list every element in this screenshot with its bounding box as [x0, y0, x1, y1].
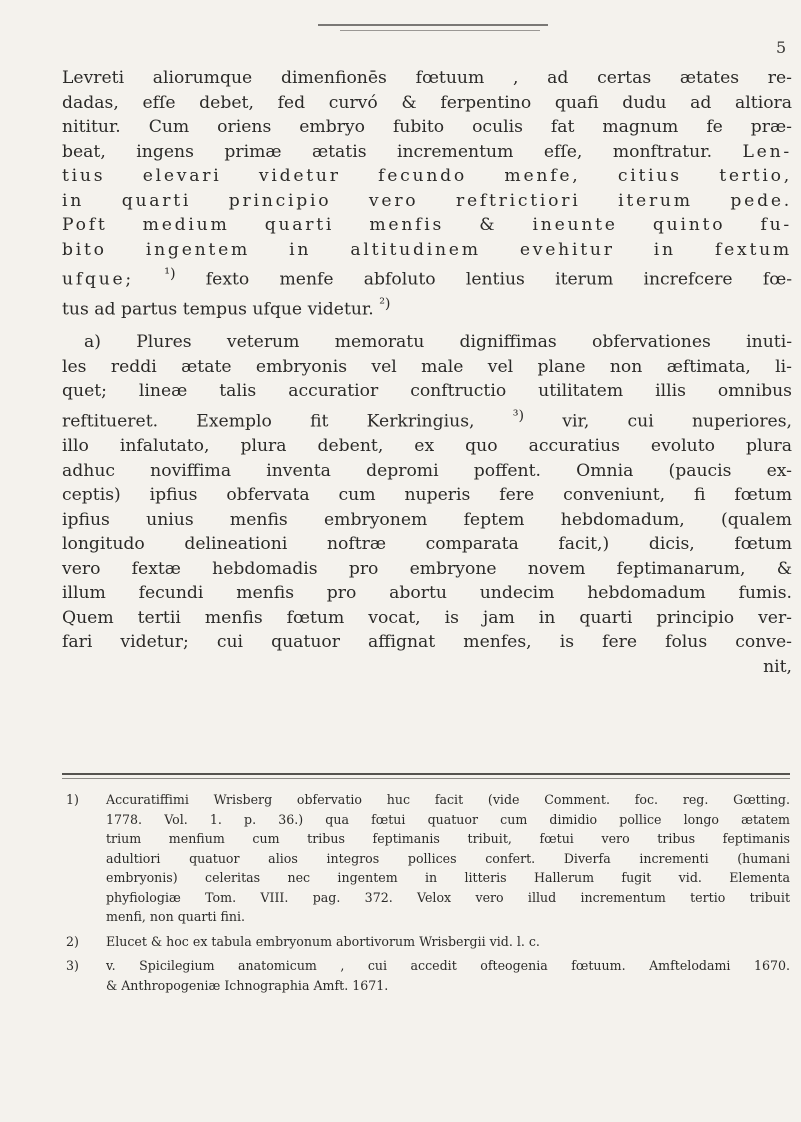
footnote-line: trium menfium cum tribus feptimanis tribuit, fœtui vero tribus feptimanis [106, 831, 790, 846]
footnote-line [66, 932, 790, 952]
text-line: illo infalutato, plura debent, ex quo accuratius evoluto plura [62, 436, 792, 457]
text-fragment: tus ad partus tempus ufque videtur. [62, 299, 374, 320]
footnote-separator [62, 773, 790, 775]
text-line: Quem tertii menfis fœtum vocat, is jam in quarti principio ver- [62, 607, 792, 628]
text-line: a) Plures veterum memoratu digniffimas obfervationes inuti- [84, 332, 792, 353]
text-line: dadas, efſe debet, fed curvó & ferpentino quafi dudu ad altiora [62, 92, 792, 113]
footnote-3 [66, 956, 790, 995]
text-line: fari videtur; cui quatuor affignat menfes, is fere folus conve- [62, 632, 792, 653]
main-text [62, 66, 792, 679]
footnote-marker: 2) [66, 933, 79, 949]
footnote-ref: ³) [512, 407, 525, 424]
footnote-text: v. Spicilegium anatomicum , cui accedit ofteogenia fœtuum. Amftelodami 1670. [106, 958, 790, 973]
footnote-marker: 1) [66, 792, 79, 807]
footnote-2 [66, 932, 790, 952]
spaced-word: Len- [742, 141, 792, 162]
header-rule-thin [340, 30, 540, 31]
text-line: adhuc noviffima inventa depromi poffent. Omnia (paucis ex- [62, 460, 792, 481]
footnote-separator-thin [62, 778, 790, 779]
text-line: Poft medium quarti menfis & ineunte quinto fu- [62, 215, 792, 235]
page-number: 5 [776, 38, 787, 57]
text-line: tius elevari videtur fecundo menfe, citius tertio, [62, 166, 792, 186]
footnote-ref: ¹) [164, 266, 176, 282]
text-fragment: vir, cui nuperiores, [562, 411, 792, 432]
text-line: ipfius unius menfis embryonem feptem hebdomadum, (qualem [62, 509, 792, 530]
text-line: illum fecundi menfis pro abortu undecim hebdomadum fumis. [62, 583, 792, 604]
text-line: longitudo delineationi noftræ comparata facit,) dicis, fœtum [62, 534, 792, 555]
text-fragment: beat, ingens primæ ætatis incrementum efſe, monftratur. [62, 141, 713, 162]
text-line [62, 262, 792, 292]
text-line [62, 404, 792, 434]
footnote-line: menfi, non quarti fini. [106, 909, 246, 924]
text-fragment: reftitueret. Exemplo fit Kerkringius, [62, 411, 475, 432]
footnote-line [66, 956, 790, 976]
footnote-line: adultiori quatuor alios integros pollices confert. Diverfa incrementi (humani [106, 850, 790, 866]
footnote-1 [66, 790, 790, 927]
footnote-line: embryonis) celeritas nec ingentem in litteris Hallerum fugit vid. Elementa [106, 870, 790, 885]
footnote-line: & Anthropogeniæ Ichnographia Amft. 1671. [106, 977, 389, 993]
footnote-line: 1778. Vol. 1. p. 36.) qua fœtui quatuor cum dimidio pollice longo ætatem [106, 811, 790, 827]
text-fragment: ufque; [62, 269, 134, 290]
footnote-ref: ²) [379, 296, 391, 313]
footnotes [66, 790, 790, 995]
catchword: nit, [763, 656, 792, 677]
text-line: les reddi ætate embryonis vel male vel plane non æftimata, li- [62, 356, 792, 377]
text-line: quet; lineæ talis accuratior conftructio utilitatem illis omnibus [62, 381, 792, 402]
footnote-line: phyfiologiæ Tom. VIII. pag. 372. Velox vero illud incrementum tertio tribuit [106, 889, 790, 905]
text-line: in quarti principio vero reftrictiori iterum pede. [62, 190, 792, 211]
footnote-text: Elucet & hoc ex tabula embryonum abortivorum Wrisbergii vid. l. c. [106, 933, 540, 949]
header-rule [318, 24, 548, 26]
footnote-line [66, 790, 790, 810]
footnote-text: Accuratiffimi Wrisberg obfervatio huc facit (vide Comment. foc. reg. Gœtting. [106, 792, 790, 807]
paragraph-gap [62, 322, 792, 330]
text-line: ceptis) ipfius obfervata cum nuperis fere conveniunt, fi fœtum [62, 485, 792, 506]
text-fragment: fexto menfe abfoluto lentius iterum increfcere fœ- [205, 269, 792, 290]
text-line: bito ingentem in altitudinem evehitur in fextum [62, 239, 792, 260]
text-line: Levreti aliorumque dimenfionēs fœtuum , ad certas ætates re- [62, 68, 792, 88]
footnote-marker: 3) [66, 958, 79, 973]
text-line [62, 292, 792, 322]
text-line: vero fextæ hebdomadis pro embryone novem feptimanarum, & [62, 558, 792, 579]
text-line [62, 140, 792, 165]
text-line: nititur. Cum oriens embryo fubito oculis fat magnum fe præ- [62, 117, 792, 137]
